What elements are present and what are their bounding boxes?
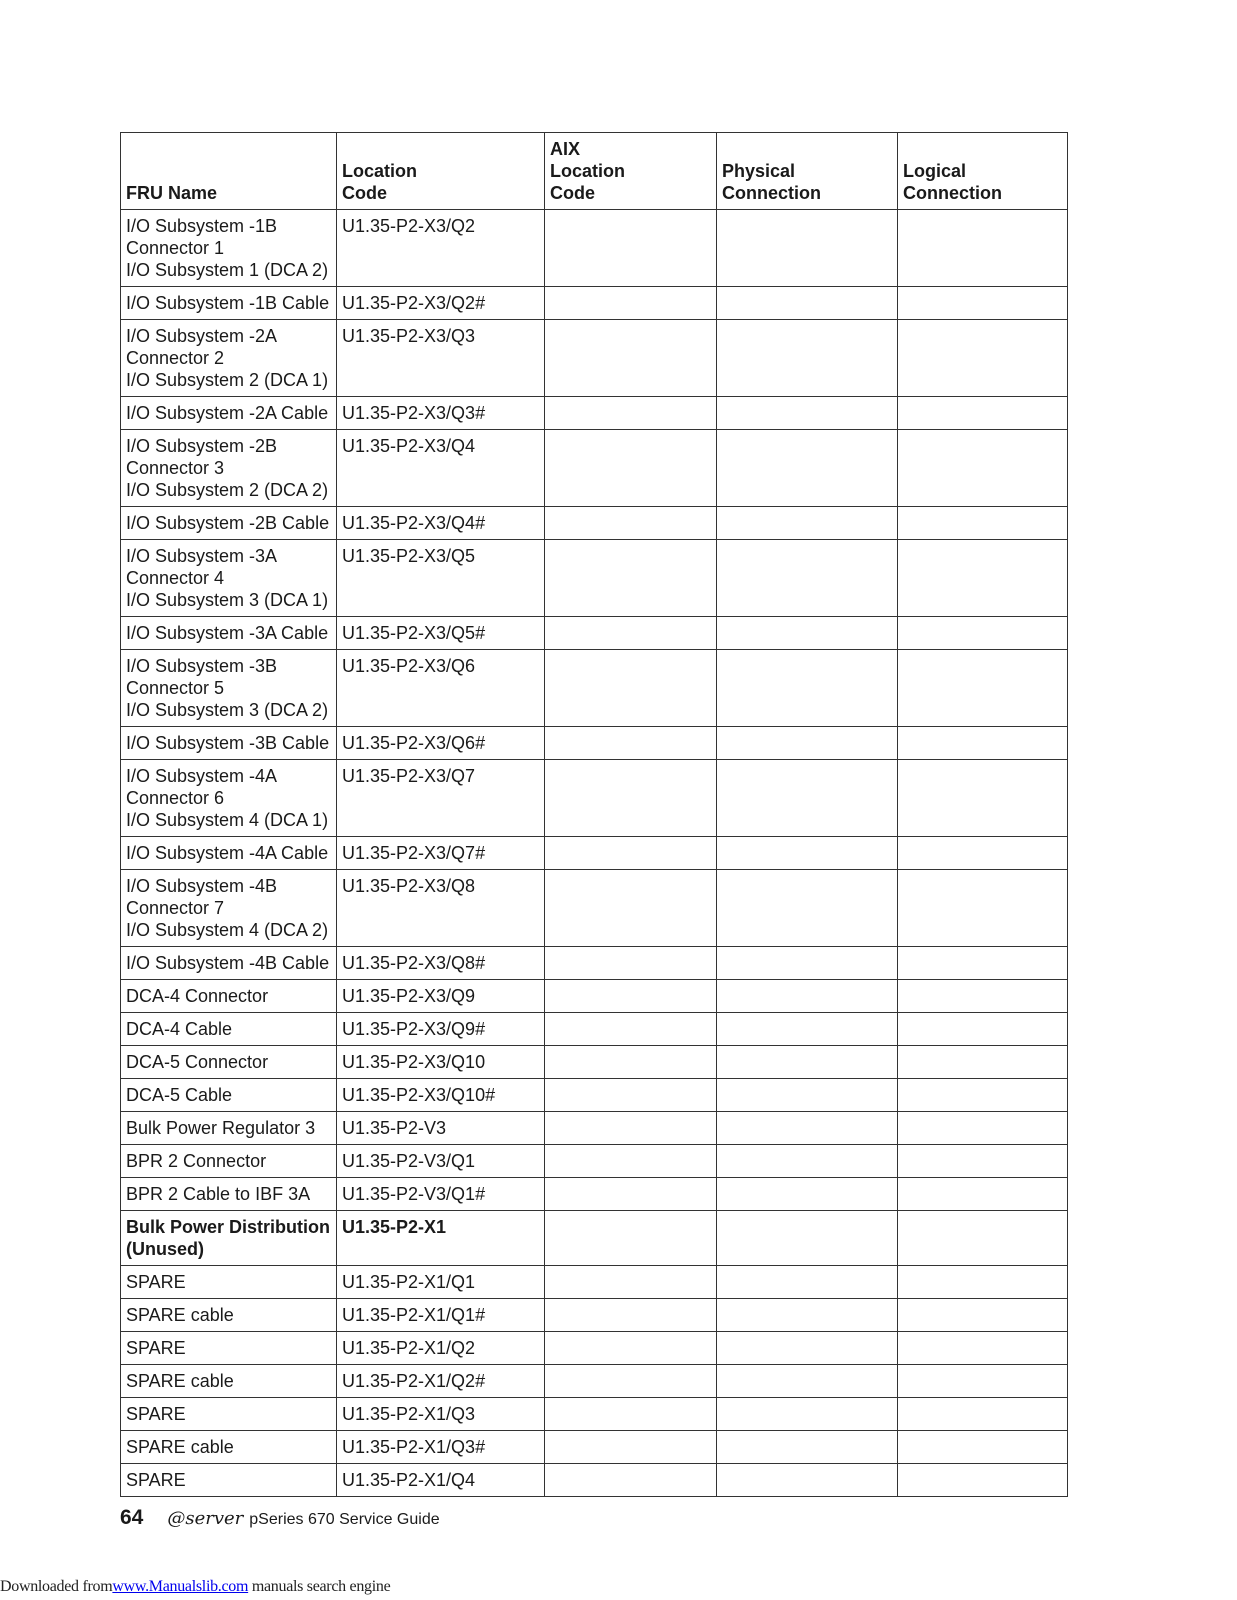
logical-connection-cell xyxy=(898,650,1068,727)
aix-location-code-cell xyxy=(545,870,717,947)
location-code-cell: U1.35-P2-X3/Q2# xyxy=(337,287,545,320)
physical-connection-cell xyxy=(717,870,898,947)
table-row xyxy=(121,210,1068,287)
physical-connection-cell xyxy=(717,1211,898,1266)
fru-name-cell xyxy=(121,210,337,287)
fru-name-line: I/O Subsystem -4A xyxy=(126,766,278,786)
fru-name-cell xyxy=(121,617,337,650)
download-suffix: manuals search engine xyxy=(251,1578,391,1595)
physical-connection-cell xyxy=(717,1332,898,1365)
physical-connection-cell xyxy=(717,1464,898,1497)
logical-connection-cell xyxy=(898,1398,1068,1431)
logical-connection-cell xyxy=(898,1431,1068,1464)
aix-location-code-cell xyxy=(545,507,717,540)
location-code-cell: U1.35-P2-X1/Q1# xyxy=(337,1299,545,1332)
fru-name-line: Connector 3 xyxy=(126,458,225,478)
physical-connection-cell xyxy=(717,320,898,397)
location-code-cell: U1.35-P2-X3/Q3# xyxy=(337,397,545,430)
physical-connection-cell xyxy=(717,1046,898,1079)
fru-name-cell xyxy=(121,287,337,320)
aix-location-code-cell xyxy=(545,1398,717,1431)
table-row xyxy=(121,1178,1068,1211)
fru-name-line: SPARE xyxy=(126,1404,186,1424)
fru-name-cell xyxy=(121,397,337,430)
table-row xyxy=(121,397,1068,430)
fru-name-line: (Unused) xyxy=(126,1239,204,1259)
fru-name-cell xyxy=(121,1365,337,1398)
table-body xyxy=(121,210,1068,1497)
fru-name-line: BPR 2 Connector xyxy=(126,1151,267,1171)
table-row xyxy=(121,1013,1068,1046)
fru-name-line: Connector 5 xyxy=(126,678,225,698)
column-header-line: AIX xyxy=(550,139,581,159)
physical-connection-cell xyxy=(717,650,898,727)
physical-connection-cell xyxy=(717,1398,898,1431)
fru-name-cell xyxy=(121,980,337,1013)
logical-connection-cell xyxy=(898,1365,1068,1398)
fru-name-cell xyxy=(121,1431,337,1464)
fru-name-line: I/O Subsystem -2B xyxy=(126,436,278,456)
physical-connection-cell xyxy=(717,1431,898,1464)
physical-connection-cell xyxy=(717,1365,898,1398)
location-code-cell: U1.35-P2-X3/Q8# xyxy=(337,947,545,980)
location-code-cell: U1.35-P2-X3/Q8 xyxy=(337,870,545,947)
logical-connection-cell xyxy=(898,320,1068,397)
manualslib-link[interactable]: www.Manualslib.com xyxy=(112,1578,249,1595)
location-code-cell: U1.35-P2-X3/Q4# xyxy=(337,507,545,540)
location-code-cell: U1.35-P2-X1/Q4 xyxy=(337,1464,545,1497)
table-row xyxy=(121,650,1068,727)
logical-connection-cell xyxy=(898,1299,1068,1332)
column-header-line: Location xyxy=(550,161,625,181)
aix-location-code-cell xyxy=(545,1299,717,1332)
physical-connection-cell xyxy=(717,210,898,287)
table-row xyxy=(121,320,1068,397)
fru-name-line: SPARE cable xyxy=(126,1371,234,1391)
table-row xyxy=(121,1365,1068,1398)
aix-location-code-cell xyxy=(545,837,717,870)
fru-name-line: SPARE xyxy=(126,1272,186,1292)
fru-name-line: I/O Subsystem 2 (DCA 1) xyxy=(126,370,329,390)
location-code-cell: U1.35-P2-X3/Q10 xyxy=(337,1046,545,1079)
aix-location-code-cell xyxy=(545,727,717,760)
fru-name-line: Connector 2 xyxy=(126,348,225,368)
physical-connection-cell xyxy=(717,837,898,870)
fru-name-cell xyxy=(121,1464,337,1497)
location-code-cell: U1.35-P2-X1 xyxy=(337,1211,545,1266)
location-code-cell: U1.35-P2-X3/Q6# xyxy=(337,727,545,760)
table-row xyxy=(121,1046,1068,1079)
column-header xyxy=(545,133,717,210)
fru-name-cell xyxy=(121,1046,337,1079)
column-header-line: FRU Name xyxy=(126,183,218,203)
table-row xyxy=(121,1332,1068,1365)
aix-location-code-cell xyxy=(545,1145,717,1178)
aix-location-code-cell xyxy=(545,1211,717,1266)
fru-name-line: I/O Subsystem -3B xyxy=(126,656,278,676)
location-code-cell: U1.35-P2-X3/Q4 xyxy=(337,430,545,507)
aix-location-code-cell xyxy=(545,1112,717,1145)
fru-name-line: Connector 1 xyxy=(126,238,225,258)
aix-location-code-cell xyxy=(545,1332,717,1365)
aix-location-code-cell xyxy=(545,397,717,430)
column-header-line: Code xyxy=(342,183,387,203)
fru-name-cell xyxy=(121,1145,337,1178)
table-row xyxy=(121,1079,1068,1112)
logical-connection-cell xyxy=(898,760,1068,837)
table-header-row xyxy=(121,133,1068,210)
fru-name-cell xyxy=(121,1112,337,1145)
logical-connection-cell xyxy=(898,1332,1068,1365)
location-code-cell: U1.35-P2-X1/Q1 xyxy=(337,1266,545,1299)
physical-connection-cell xyxy=(717,727,898,760)
aix-location-code-cell xyxy=(545,617,717,650)
location-code-cell: U1.35-P2-X1/Q2# xyxy=(337,1365,545,1398)
fru-name-line: SPARE xyxy=(126,1338,186,1358)
physical-connection-cell xyxy=(717,1079,898,1112)
physical-connection-cell xyxy=(717,507,898,540)
page-number: 64 xyxy=(120,1506,144,1529)
location-code-cell: U1.35-P2-X1/Q2 xyxy=(337,1332,545,1365)
table-row xyxy=(121,1299,1068,1332)
fru-name-cell xyxy=(121,1013,337,1046)
column-header-line: Code xyxy=(550,183,595,203)
fru-name-cell xyxy=(121,540,337,617)
logical-connection-cell xyxy=(898,1145,1068,1178)
fru-name-cell xyxy=(121,1211,337,1266)
physical-connection-cell xyxy=(717,1013,898,1046)
table-row xyxy=(121,1398,1068,1431)
column-header xyxy=(337,133,545,210)
column-header-line: Connection xyxy=(722,183,821,203)
fru-name-line: I/O Subsystem -1B xyxy=(126,216,278,236)
location-code-cell: U1.35-P2-V3/Q1 xyxy=(337,1145,545,1178)
aix-location-code-cell xyxy=(545,1079,717,1112)
fru-name-line: I/O Subsystem 3 (DCA 1) xyxy=(126,590,329,610)
physical-connection-cell xyxy=(717,947,898,980)
table-row xyxy=(121,1431,1068,1464)
table-row xyxy=(121,870,1068,947)
aix-location-code-cell xyxy=(545,540,717,617)
location-code-cell: U1.35-P2-X3/Q9# xyxy=(337,1013,545,1046)
fru-name-line: SPARE xyxy=(126,1470,186,1490)
table-row xyxy=(121,837,1068,870)
fru-name-cell xyxy=(121,947,337,980)
physical-connection-cell xyxy=(717,760,898,837)
fru-name-cell xyxy=(121,430,337,507)
table-row xyxy=(121,1464,1068,1497)
aix-location-code-cell xyxy=(545,760,717,837)
table-row xyxy=(121,1112,1068,1145)
column-header-line: Location xyxy=(342,161,417,181)
fru-name-line: I/O Subsystem -1B Cable xyxy=(126,293,330,313)
aix-location-code-cell xyxy=(545,287,717,320)
aix-location-code-cell xyxy=(545,1013,717,1046)
physical-connection-cell xyxy=(717,617,898,650)
logical-connection-cell xyxy=(898,980,1068,1013)
aix-location-code-cell xyxy=(545,1266,717,1299)
logical-connection-cell xyxy=(898,507,1068,540)
fru-name-line: I/O Subsystem 1 (DCA 2) xyxy=(126,260,329,280)
logical-connection-cell xyxy=(898,540,1068,617)
table-row xyxy=(121,727,1068,760)
fru-name-line: SPARE cable xyxy=(126,1437,234,1457)
fru-name-line: I/O Subsystem -2A Cable xyxy=(126,403,329,423)
table-row xyxy=(121,760,1068,837)
logical-connection-cell xyxy=(898,397,1068,430)
location-code-cell: U1.35-P2-X3/Q10# xyxy=(337,1079,545,1112)
fru-name-line: Bulk Power Regulator 3 xyxy=(126,1118,316,1138)
logical-connection-cell xyxy=(898,287,1068,320)
location-code-cell: U1.35-P2-X3/Q7# xyxy=(337,837,545,870)
column-header xyxy=(121,133,337,210)
aix-location-code-cell xyxy=(545,947,717,980)
fru-name-cell xyxy=(121,1266,337,1299)
physical-connection-cell xyxy=(717,430,898,507)
table-row xyxy=(121,540,1068,617)
logical-connection-cell xyxy=(898,617,1068,650)
page-footer xyxy=(120,1506,440,1530)
fru-name-cell xyxy=(121,727,337,760)
column-header xyxy=(898,133,1068,210)
fru-name-cell xyxy=(121,870,337,947)
fru-name-line: DCA-5 Cable xyxy=(126,1085,233,1105)
table-row xyxy=(121,507,1068,540)
logical-connection-cell xyxy=(898,1046,1068,1079)
logical-connection-cell xyxy=(898,1112,1068,1145)
location-code-cell: U1.35-P2-X3/Q3 xyxy=(337,320,545,397)
aix-location-code-cell xyxy=(545,1178,717,1211)
fru-name-line: DCA-5 Connector xyxy=(126,1052,269,1072)
fru-name-cell xyxy=(121,1299,337,1332)
aix-location-code-cell xyxy=(545,650,717,727)
fru-name-line: DCA-4 Connector xyxy=(126,986,269,1006)
physical-connection-cell xyxy=(717,1145,898,1178)
logical-connection-cell xyxy=(898,1464,1068,1497)
physical-connection-cell xyxy=(717,1178,898,1211)
fru-name-line: I/O Subsystem -3A Cable xyxy=(126,623,329,643)
physical-connection-cell xyxy=(717,540,898,617)
fru-name-line: I/O Subsystem 2 (DCA 2) xyxy=(126,480,329,500)
column-header-line: Logical xyxy=(903,161,967,181)
fru-name-cell xyxy=(121,837,337,870)
aix-location-code-cell xyxy=(545,980,717,1013)
fru-name-cell xyxy=(121,650,337,727)
table-row xyxy=(121,287,1068,320)
logical-connection-cell xyxy=(898,1079,1068,1112)
location-code-cell: U1.35-P2-X3/Q6 xyxy=(337,650,545,727)
logical-connection-cell xyxy=(898,727,1068,760)
table-row xyxy=(121,617,1068,650)
fru-name-cell xyxy=(121,1398,337,1431)
fru-name-line: I/O Subsystem 3 (DCA 2) xyxy=(126,700,329,720)
physical-connection-cell xyxy=(717,1266,898,1299)
physical-connection-cell xyxy=(717,397,898,430)
aix-location-code-cell xyxy=(545,1365,717,1398)
location-code-cell: U1.35-P2-X3/Q2 xyxy=(337,210,545,287)
column-header xyxy=(717,133,898,210)
aix-location-code-cell xyxy=(545,320,717,397)
table-row xyxy=(121,430,1068,507)
physical-connection-cell xyxy=(717,1299,898,1332)
fru-name-line: Connector 7 xyxy=(126,898,225,918)
fru-name-cell xyxy=(121,1332,337,1365)
logical-connection-cell xyxy=(898,870,1068,947)
fru-name-cell xyxy=(121,760,337,837)
location-code-cell: U1.35-P2-X1/Q3 xyxy=(337,1398,545,1431)
aix-location-code-cell xyxy=(545,1046,717,1079)
fru-name-line: I/O Subsystem -4B Cable xyxy=(126,953,330,973)
physical-connection-cell xyxy=(717,1112,898,1145)
column-header-line: Connection xyxy=(903,183,1002,203)
aix-location-code-cell xyxy=(545,210,717,287)
logical-connection-cell xyxy=(898,1178,1068,1211)
fru-name-line: BPR 2 Cable to IBF 3A xyxy=(126,1184,311,1204)
table-row xyxy=(121,1211,1068,1266)
logical-connection-cell xyxy=(898,947,1068,980)
fru-name-line: Bulk Power Distribution xyxy=(126,1217,331,1237)
logical-connection-cell xyxy=(898,837,1068,870)
download-notice xyxy=(0,1578,390,1596)
fru-name-line: I/O Subsystem 4 (DCA 2) xyxy=(126,920,329,940)
logical-connection-cell xyxy=(898,1266,1068,1299)
fru-name-cell xyxy=(121,320,337,397)
eserver-logo: @server xyxy=(167,1508,244,1529)
fru-name-line: I/O Subsystem 4 (DCA 1) xyxy=(126,810,329,830)
fru-name-line: I/O Subsystem -4B xyxy=(126,876,278,896)
fru-name-line: Connector 6 xyxy=(126,788,225,808)
fru-name-line: I/O Subsystem -2A xyxy=(126,326,278,346)
fru-name-line: SPARE cable xyxy=(126,1305,234,1325)
logical-connection-cell xyxy=(898,430,1068,507)
logical-connection-cell xyxy=(898,1211,1068,1266)
physical-connection-cell xyxy=(717,287,898,320)
download-prefix: Downloaded from xyxy=(0,1578,113,1595)
location-code-cell: U1.35-P2-V3/Q1# xyxy=(337,1178,545,1211)
logical-connection-cell xyxy=(898,210,1068,287)
location-code-cell: U1.35-P2-X3/Q9 xyxy=(337,980,545,1013)
logical-connection-cell xyxy=(898,1013,1068,1046)
fru-name-cell xyxy=(121,1178,337,1211)
fru-name-line: I/O Subsystem -2B Cable xyxy=(126,513,330,533)
fru-name-line: I/O Subsystem -3A xyxy=(126,546,278,566)
fru-name-line: DCA-4 Cable xyxy=(126,1019,233,1039)
table-row xyxy=(121,1266,1068,1299)
aix-location-code-cell xyxy=(545,430,717,507)
fru-name-line: I/O Subsystem -3B Cable xyxy=(126,733,330,753)
table-row xyxy=(121,1145,1068,1178)
location-code-cell: U1.35-P2-V3 xyxy=(337,1112,545,1145)
fru-name-cell xyxy=(121,507,337,540)
table-row xyxy=(121,980,1068,1013)
location-code-cell: U1.35-P2-X3/Q7 xyxy=(337,760,545,837)
aix-location-code-cell xyxy=(545,1431,717,1464)
fru-location-table xyxy=(120,132,1068,1497)
physical-connection-cell xyxy=(717,980,898,1013)
aix-location-code-cell xyxy=(545,1464,717,1497)
location-code-cell: U1.35-P2-X1/Q3# xyxy=(337,1431,545,1464)
guide-title: pSeries 670 Service Guide xyxy=(249,1511,440,1528)
fru-name-line: Connector 4 xyxy=(126,568,225,588)
fru-name-cell xyxy=(121,1079,337,1112)
fru-name-line: I/O Subsystem -4A Cable xyxy=(126,843,329,863)
column-header-line: Physical xyxy=(722,161,796,181)
table-row xyxy=(121,947,1068,980)
location-code-cell: U1.35-P2-X3/Q5# xyxy=(337,617,545,650)
location-code-cell: U1.35-P2-X3/Q5 xyxy=(337,540,545,617)
